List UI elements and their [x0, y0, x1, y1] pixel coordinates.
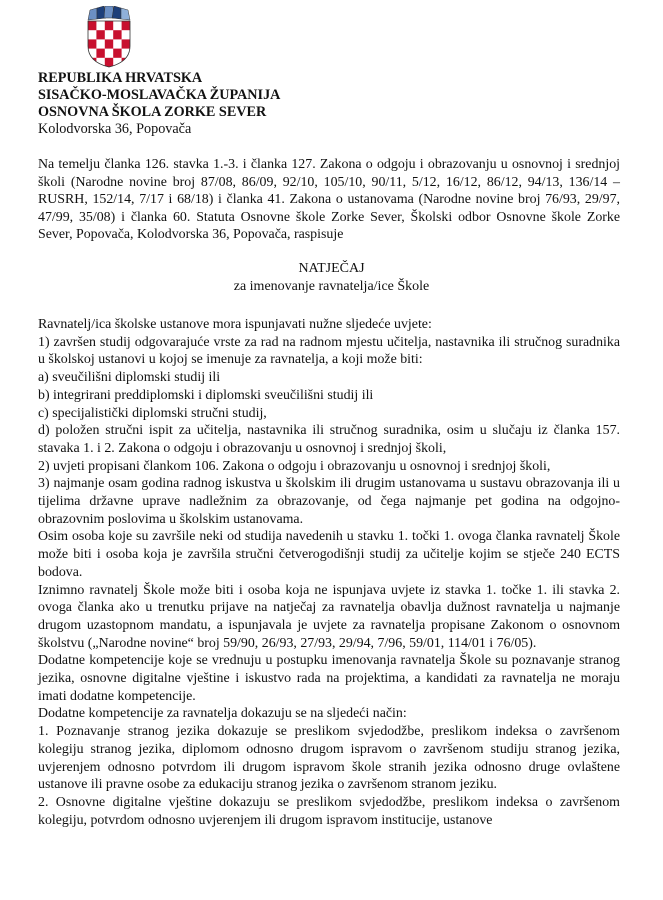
header-county: SISAČKO-MOSLAVAČKA ŽUPANIJA	[38, 87, 281, 103]
body-paragraph: Dodatne kompetencije za ravnatelja dokazuju se na sljedeći način:	[38, 706, 407, 722]
institution-header	[38, 70, 638, 138]
body-paragraph: 1. Poznavanje stranog jezika dokazuje se preslikom svjedodžbe, preslikom indeksa o završenom kolegiju stranog jezika, diplomom odnosno drugom ispravom o završenom studiju stranog jezika, uvjerenjem odnosno potvrdom ili drugom ispravom škole stranih jezika odnosno druge ovlaštene ustanove ili pravne osobe za edukaciju stranog jezika o završenom stranom jeziku.	[38, 724, 620, 793]
body-paragraph: 3) najmanje osam godina radnog iskustva u školskim ili drugim ustanovama u sustavu obrazovanja ili u tijelima državne uprave nadležnim za obrazovanje, od čega najmanje pet godina na odgojno-obrazovnim poslovima u školskim ustanovama.	[38, 476, 620, 527]
body-paragraph: Ravnatelj/ica školske ustanove mora ispunjavati nužne sljedeće uvjete:	[38, 317, 432, 332]
header-school: OSNOVNA ŠKOLA ZORKE SEVER	[38, 104, 267, 120]
body-paragraph: 1) završen studij odgovarajuće vrste za rad na radnom mjestu učitelja, nastavnika ili stručnog suradnika u školskoj ustanovi u kojoj se imenuje za ravnatelja, a koji može biti:	[38, 334, 620, 368]
header-country: REPUBLIKA HRVATSKA	[38, 70, 203, 86]
intro-paragraph: Na temelju članka 126. stavka 1.-3. i članka 127. Zakona o odgoju i obrazovanju u osnovnoj i srednjoj školi (Narodne novine broj 87/08, 86/09, 92/10, 105/10, 90/11, 5/12, 16/12, 86/12, 94/13, 136/14 – RUSRH, 152/14, 7/17 i 68/18) i članka 41. Zakona o ustanovama (Narodne novine broj 76/93, 29/97, 47/99, 35/08) i članka 60. Statuta Osnovne škole Zorke Sever, Školski odbor Osnovne škole Zorke Sever, Popovača, Kolodvorska 36, Popovača, raspisuje	[38, 157, 620, 243]
body-paragraph: c) specijalistički diplomski stručni studij,	[38, 405, 267, 421]
document-subtitle: za imenovanje ravnatelja/ice Škole	[233, 279, 430, 294]
body-paragraph: Dodatne kompetencije koje se vrednuju u postupku imenovanja ravnatelja Škole su poznavanje stranog jezika, osnovne digitalne vještine i iskustvo rada na projektima, a kandidati za ravnatelja ne moraju imati dodatne kompetencije.	[38, 653, 620, 704]
body-paragraph: Osim osoba koje su završile neki od studija navedenih u stavku 1. točki 1. ovoga članka ravnatelj Škole može biti i osoba koja je završila stručni četverogodišnji studij za učitelje kojim se stječe 240 ECTS bodova.	[38, 529, 620, 580]
body-paragraph: Iznimno ravnatelj Škole može biti i osoba koja ne ispunjava uvjete iz stavka 1. točke 1. ili stavka 2. ovoga članka ako u trenutku prijave na natječaj za ravnatelja obavlja dužnost ravnatelja u najmanje drugom uzastopnom mandatu, a ispunjavala je uvjete za ravnatelja propisane Zakonom o osnovnom školstvu („Narodne novine“ broj 59/90, 26/93, 27/93, 29/94, 7/96, 59/01, 114/01 i 76/05).	[38, 582, 620, 651]
document-title: NATJEČAJ	[298, 261, 365, 276]
croatian-coat-of-arms-icon	[84, 6, 134, 68]
body-paragraph: 2. Osnovne digitalne vještine dokazuju se preslikom svjedodžbe, preslikom indeksa o završenom kolegiju, potvrdom odnosno uvjerenjem ili drugom ispravom institucije, ustanove	[38, 794, 620, 828]
body-paragraph: b) integrirani preddiplomski i diplomski sveučilišni studij ili	[38, 387, 374, 403]
body-paragraph: d) položen stručni ispit za učitelja, nastavnika ili stručnog suradnika, osim u slučaju iz članka 157. stavaka 1. i 2. Zakona o odgoju i obrazovanju u osnovnoj i srednjoj školi,	[38, 423, 620, 456]
document-body	[38, 316, 620, 829]
body-paragraph: a) sveučilišni diplomski studij ili	[38, 370, 221, 386]
body-paragraph: 2) uvjeti propisani člankom 106. Zakona o odgoju i obrazovanju u osnovnoj i srednjoj školi,	[38, 458, 551, 474]
header-address: Kolodvorska 36, Popovača	[38, 121, 192, 137]
